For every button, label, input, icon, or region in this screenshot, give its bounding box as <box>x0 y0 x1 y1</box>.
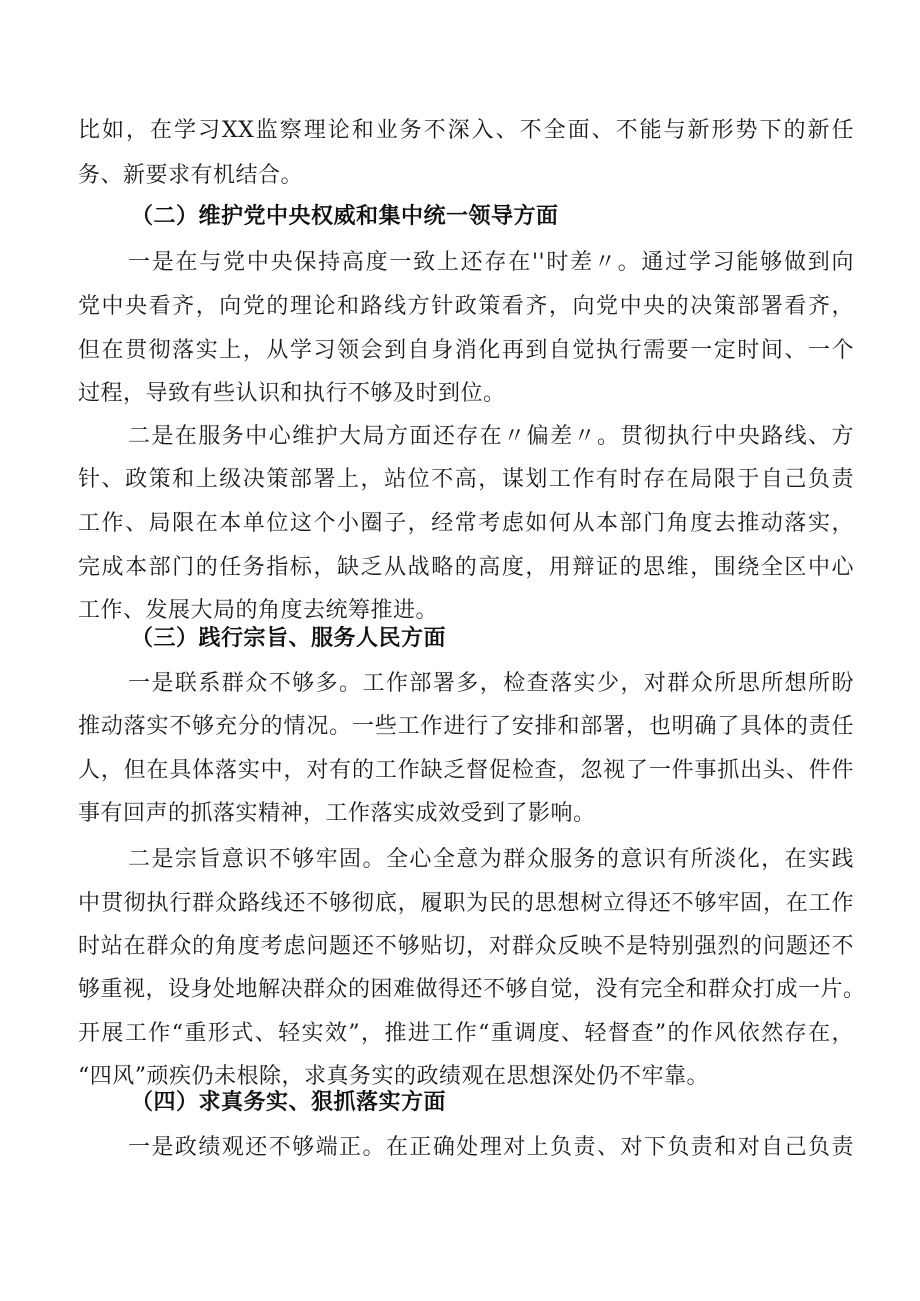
paragraph-line: 针、政策和上级决策部署上，站位不高，谋划工作有时存在局限于自己负责 <box>78 467 854 492</box>
paragraph-line: 开展工作“重形式、轻实效”，推进工作“重调度、轻督查”的作风依然存在， <box>78 1021 854 1046</box>
paragraph-line: “四风”顽疾仍未根除，求真务实的政绩观在思想深处仍不牢靠。 <box>78 1064 709 1089</box>
paragraph-line: 二是宗旨意识不够牢固。全心全意为群众服务的意识有所淡化，在实践 <box>128 847 854 872</box>
paragraph-line: 完成本部门的任务指标，缺乏从战略的高度，用辩证的思维，围绕全区中心 <box>78 555 854 580</box>
paragraph-line: 工作、局限在本单位这个小圈子，经常考虑如何从本部门角度去推动落实， <box>78 511 854 536</box>
paragraph-line: 一是在与党中央保持高度一致上还存在''时差〃。通过学习能够做到向 <box>128 250 854 275</box>
paragraph-line: 但在贯彻落实上，从学习领会到自身消化再到自觉执行需要一定时间、一个 <box>78 338 854 363</box>
section-heading-2: （二）维护党中央权威和集中统一领导方面 <box>131 204 559 229</box>
paragraph-line: 工作、发展大局的角度去统筹推进。 <box>78 598 439 623</box>
paragraph-line: 务、新要求有机结合。 <box>78 163 304 188</box>
paragraph-line: 二是在服务中心维护大局方面还存在〃偏差〃。贯彻执行中央路线、方 <box>128 424 854 449</box>
paragraph-line: 党中央看齐，向党的理论和路线方针政策看齐，向党中央的决策部署看齐， <box>78 294 854 319</box>
paragraph-line: 一是联系群众不够多。工作部署多，检查落实少，对群众所思所想所盼 <box>128 671 854 696</box>
paragraph-line: 推动落实不够充分的情况。一些工作进行了安排和部署，也明确了具体的责任 <box>78 714 854 739</box>
paragraph-line: 比如，在学习XX监察理论和业务不深入、不全面、不能与新形势下的新任 <box>78 118 854 143</box>
paragraph-line: 事有回声的抓落实精神，工作落实成效受到了影响。 <box>78 801 596 826</box>
paragraph-line: 够重视，设身处地解决群众的困难做得还不够自觉，没有完全和群众打成一片。 <box>78 977 866 1002</box>
section-heading-4: （四）求真务实、狠抓落实方面 <box>131 1090 447 1115</box>
paragraph-line: 一是政绩观还不够端正。在正确处理对上负责、对下负责和对自己负责 <box>128 1135 854 1160</box>
paragraph-line: 中贯彻执行群众路线还不够彻底，履职为民的思想树立得还不够牢固，在工作 <box>78 891 854 916</box>
paragraph-line: 时站在群众的角度考虑问题还不够贴切，对群众反映不是特别强烈的问题还不 <box>78 934 854 959</box>
section-heading-3: （三）践行宗旨、服务人民方面 <box>131 626 447 651</box>
paragraph-line: 过程，导致有些认识和执行不够及时到位。 <box>78 381 506 406</box>
paragraph-line: 人，但在具体落实中，对有的工作缺乏督促检查，忽视了一件事抓出头、件件 <box>78 758 854 783</box>
